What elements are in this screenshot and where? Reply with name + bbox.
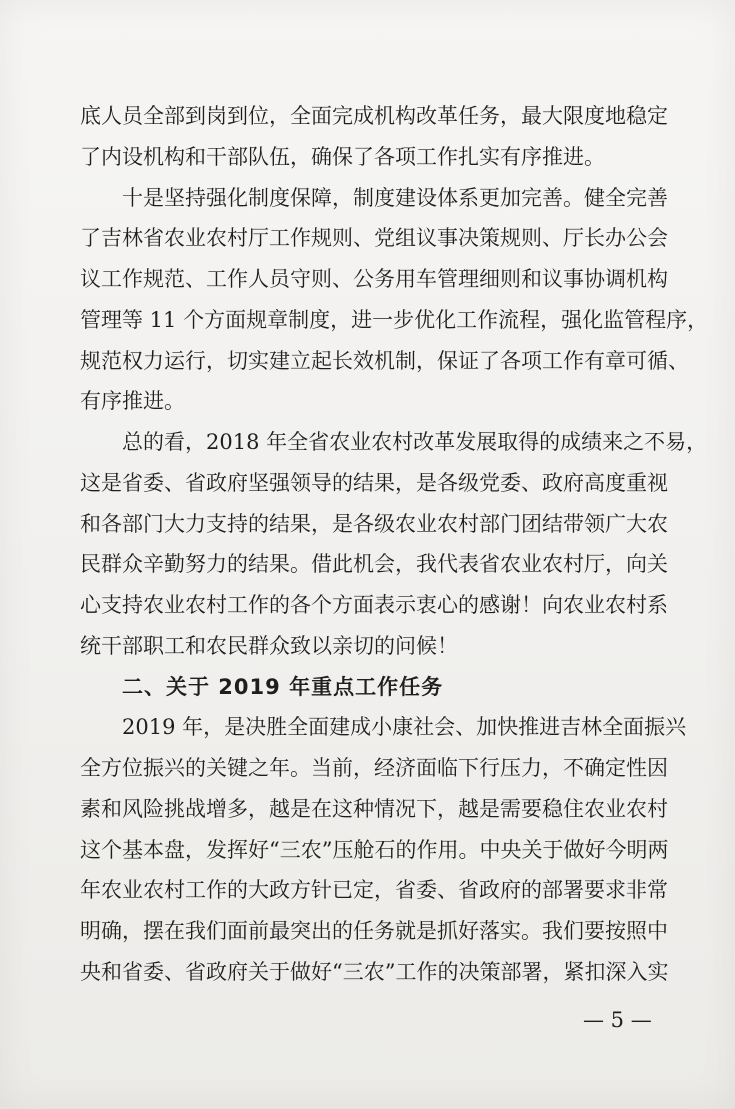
text-line-12: 民群众辛勤努力的结果。借此机会，我代表省农业农村厅，向关 (80, 552, 668, 576)
text-line-19: 这个基本盘，发挥好“三农”压舱石的作用。中央关于做好今明两 (80, 838, 669, 862)
page-number: — 5 — (583, 1008, 652, 1032)
text-line-8: 有序推进。 (80, 389, 185, 413)
text-line-17: 全方位振兴的关键之年。当前，经济面临下行压力，不确定性因 (80, 756, 668, 780)
text-line-2: 了内设机构和干部队伍，确保了各项工作扎实有序推进。 (80, 145, 605, 169)
section-heading: 二、关于 2019 年重点工作任务 (122, 675, 444, 699)
text-line-14: 统干部职工和农民群众致以亲切的问候！ (80, 634, 458, 658)
text-line-22: 央和省委、省政府关于做好“三农”工作的决策部署，紧扣深入实 (80, 960, 669, 984)
text-line-13: 心支持农业农村工作的各个方面表示衷心的感谢！向农业农村系 (80, 593, 668, 617)
text-line-20: 年农业农村工作的大政方针已定，省委、省政府的部署要求非常 (80, 878, 668, 902)
text-line-5: 议工作规范、工作人员守则、公务用车管理细则和议事协调机构 (80, 267, 668, 291)
text-line-9: 总的看，2018 年全省农业农村改革发展取得的成绩来之不易， (122, 430, 708, 454)
text-line-18: 素和风险挑战增多，越是在这种情况下，越是需要稳住农业农村 (80, 797, 668, 821)
text-line-1: 底人员全部到岗到位，全面完成机构改革任务，最大限度地稳定 (80, 104, 668, 128)
text-line-4: 了吉林省农业农村厅工作规则、党组议事决策规则、厅长办公会 (80, 226, 668, 250)
text-line-16: 2019 年，是决胜全面建成小康社会、加快推进吉林全面振兴 (122, 715, 687, 739)
text-line-11: 和各部门大力支持的结果，是各级农业农村部门团结带领广大农 (80, 512, 668, 536)
text-line-7: 规范权力运行，切实建立起长效机制，保证了各项工作有章可循、 (80, 349, 689, 373)
text-line-10: 这是省委、省政府坚强领导的结果，是各级党委、政府高度重视 (80, 471, 668, 495)
text-line-6: 管理等 11 个方面规章制度，进一步优化工作流程，强化监管程序， (80, 308, 709, 332)
text-line-3: 十是坚持强化制度保障，制度建设体系更加完善。健全完善 (122, 186, 668, 210)
text-line-21: 明确，摆在我们面前最突出的任务就是抓好落实。我们要按照中 (80, 919, 668, 943)
